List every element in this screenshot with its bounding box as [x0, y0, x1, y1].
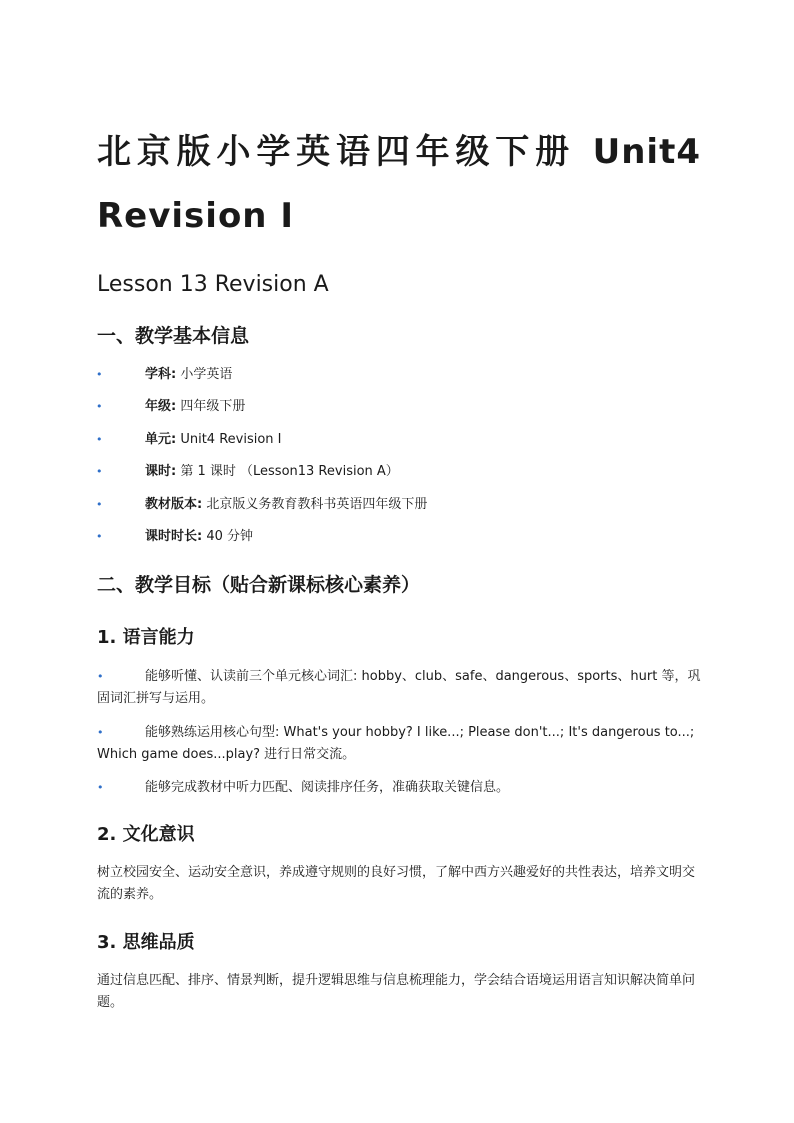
info-value: 四年级下册: [180, 399, 246, 415]
culture-awareness-text: 树立校园安全、运动安全意识，养成遵守规则的良好习惯，了解中西方兴趣爱好的共性表达，培养文明交流的素养。: [97, 865, 696, 902]
info-key: 学科:: [145, 367, 177, 382]
bullet-icon: •: [97, 670, 104, 683]
bullet-icon: •: [96, 400, 103, 414]
title-line-1: 北京版小学英语四年级下册 Unit4: [97, 132, 701, 172]
info-value: 北京版义务教育教科书英语四年级下册: [206, 496, 428, 512]
objective-text: 能够熟练运用核心句型: What's your hobby? I like...; Please don't...; It's dangerous to...; Which game does...play? 进行日常交流。: [97, 725, 695, 762]
info-key: 课时时长:: [145, 528, 203, 544]
info-key: 教材版本:: [145, 496, 203, 512]
bullet-icon: •: [96, 432, 103, 446]
bullet-icon: •: [96, 465, 103, 479]
bullet-icon: •: [97, 726, 104, 739]
document-title: [97, 120, 701, 248]
info-value: Unit4 Revision Ⅰ: [180, 431, 282, 447]
thinking-quality-text: 通过信息匹配、排序、情景判断，提升逻辑思维与信息梳理能力，学会结合语境运用语言知识解决简单问题。: [97, 973, 696, 1010]
bullet-icon: •: [96, 529, 103, 543]
section-basic-info-heading: 一、教学基本信息: [97, 325, 250, 347]
info-value: 小学英语: [180, 367, 233, 382]
info-key: 年级:: [145, 399, 177, 415]
title-line-2: Revision Ⅰ: [97, 196, 294, 236]
info-key: 课时:: [145, 464, 177, 480]
list-item: [97, 722, 701, 766]
list-item: [97, 666, 701, 710]
bullet-icon: •: [97, 781, 104, 794]
language-ability-heading: 1. 语言能力: [97, 627, 195, 648]
bullet-icon: •: [96, 497, 103, 511]
objective-text: 能够完成教材中听力匹配、阅读排序任务，准确获取关键信息。: [145, 780, 510, 795]
section-objectives-heading: 二、教学目标（贴合新课标核心素养）: [97, 574, 421, 596]
info-value: 第 1 课时 （Lesson13 Revision A）: [180, 464, 399, 480]
info-value: 40 分钟: [206, 528, 254, 544]
lesson-heading: Lesson 13 Revision A: [97, 272, 329, 297]
culture-awareness-heading: 2. 文化意识: [97, 824, 195, 845]
info-key: 单元:: [145, 431, 177, 447]
list-item: [97, 777, 701, 799]
bullet-icon: •: [96, 368, 103, 381]
objective-text: 能够听懂、认读前三个单元核心词汇: hobby、club、safe、dangerous、sports、hurt 等，巩固词汇拼写与运用。: [97, 669, 701, 706]
thinking-quality-heading: 3. 思维品质: [97, 932, 195, 953]
